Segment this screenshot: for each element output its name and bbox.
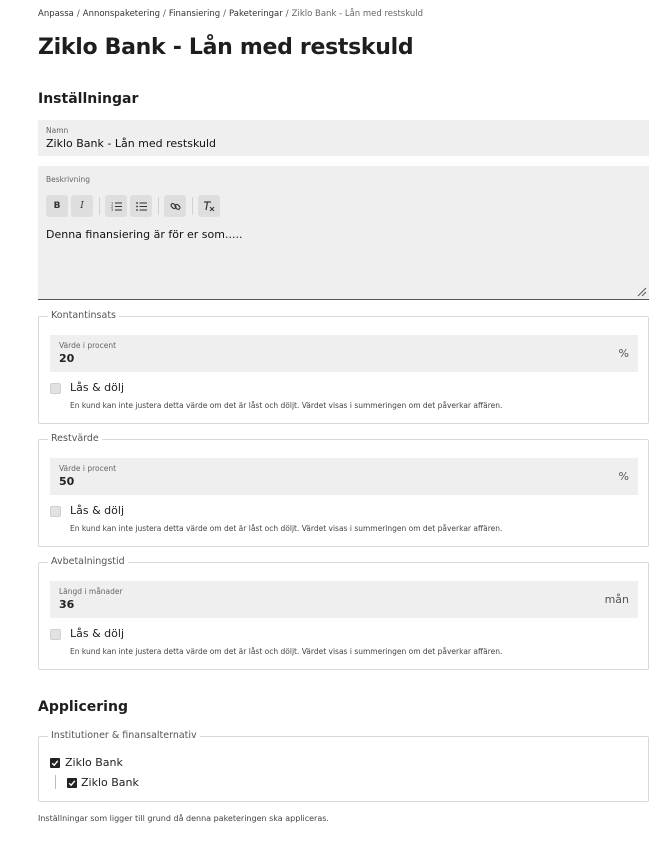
- percent-suffix: %: [618, 347, 629, 360]
- check-icon: [51, 759, 59, 767]
- term-months-input[interactable]: [50, 581, 638, 618]
- residual-legend: Restvärde: [48, 433, 102, 444]
- clear-format-button[interactable]: [198, 195, 220, 217]
- check-icon: [68, 779, 76, 787]
- term-lock-label[interactable]: Lås & dölj: [70, 627, 124, 640]
- bullet-list-icon: [136, 201, 147, 211]
- description-field[interactable]: [38, 166, 649, 300]
- downpayment-help-text: En kund kan inte justera detta värde om det är låst och döljt. Värdet visas i summeringen om det påverkar affären.: [70, 401, 503, 410]
- bullet-list-button[interactable]: [130, 195, 152, 217]
- italic-button[interactable]: [71, 195, 93, 217]
- residual-lock-label[interactable]: Lås & dölj: [70, 504, 124, 517]
- residual-fieldset: [38, 433, 649, 547]
- months-suffix: mån: [604, 593, 629, 606]
- page-title: Ziklo Bank - Lån med restskuld: [38, 35, 414, 60]
- svg-text:3: 3: [110, 208, 113, 211]
- link-icon: [170, 201, 181, 212]
- ordered-list-icon: [111, 201, 122, 211]
- residual-value[interactable]: 50: [59, 475, 75, 488]
- italic-icon: I: [80, 201, 84, 211]
- bold-icon: B: [53, 201, 61, 211]
- link-button[interactable]: [164, 195, 186, 217]
- downpayment-value[interactable]: 20: [59, 352, 75, 365]
- name-field-value[interactable]: Ziklo Bank - Lån med restskuld: [46, 137, 217, 150]
- breadcrumb-separator: /: [285, 9, 289, 19]
- institutions-fieldset: [38, 730, 649, 802]
- term-fieldset: [38, 556, 649, 670]
- downpayment-fieldset: [38, 310, 649, 424]
- percent-suffix: %: [618, 470, 629, 483]
- downpayment-lock-label[interactable]: Lås & dölj: [70, 381, 124, 394]
- bold-button[interactable]: [46, 195, 68, 217]
- description-field-label: Beskrivning: [46, 175, 90, 184]
- downpayment-percent-input[interactable]: [50, 335, 638, 372]
- term-field-label: Längd i månader: [59, 587, 123, 596]
- residual-lock-checkbox[interactable]: [50, 506, 61, 517]
- breadcrumb-separator: /: [76, 9, 80, 19]
- institution-checkbox[interactable]: [50, 758, 60, 768]
- name-field[interactable]: [38, 120, 649, 156]
- breadcrumb-current: Ziklo Bank - Lån med restskuld: [291, 9, 424, 19]
- residual-help-text: En kund kan inte justera detta värde om det är låst och döljt. Värdet visas i summeringen om det påverkar affären.: [70, 524, 503, 533]
- residual-percent-input[interactable]: [50, 458, 638, 495]
- application-footnote: Inställningar som ligger till grund då denna paketeringen ska appliceras.: [38, 814, 329, 823]
- breadcrumb-anpassa[interactable]: Anpassa: [38, 9, 74, 19]
- settings-heading: Inställningar: [38, 91, 139, 107]
- breadcrumb-separator: /: [223, 9, 227, 19]
- svg-text:1: 1: [110, 201, 113, 206]
- ordered-list-button[interactable]: [105, 195, 127, 217]
- breadcrumb-finansiering[interactable]: Finansiering: [168, 9, 221, 19]
- breadcrumb-separator: /: [163, 9, 166, 19]
- term-legend: Avbetalningstid: [48, 556, 128, 567]
- institutions-legend: Institutioner & finansalternativ: [48, 730, 200, 741]
- term-help-text: En kund kan inte justera detta värde om det är låst och döljt. Värdet visas i summeringen om det påverkar affären.: [70, 647, 503, 656]
- downpayment-lock-checkbox[interactable]: [50, 383, 61, 394]
- tree-connector: [55, 775, 56, 789]
- residual-field-label: Värde i procent: [59, 464, 117, 473]
- term-lock-checkbox[interactable]: [50, 629, 61, 640]
- finance-option-label[interactable]: Ziklo Bank: [81, 776, 139, 789]
- toolbar-divider: [158, 197, 159, 215]
- description-text[interactable]: Denna finansiering är för er som.....: [46, 228, 243, 241]
- toolbar-divider: [99, 197, 100, 215]
- resize-handle-icon[interactable]: [637, 287, 647, 297]
- institution-label[interactable]: Ziklo Bank: [65, 756, 123, 769]
- downpayment-legend: Kontantinsats: [48, 310, 119, 321]
- clear-format-icon: [203, 201, 215, 212]
- breadcrumb-paketeringar[interactable]: Paketeringar: [229, 9, 283, 19]
- term-value[interactable]: 36: [59, 598, 75, 611]
- toolbar-divider: [192, 197, 193, 215]
- name-field-label: Namn: [46, 126, 69, 135]
- breadcrumb: [38, 9, 423, 19]
- application-heading: Applicering: [38, 699, 128, 715]
- breadcrumb-annonspaketering[interactable]: Annonspaketering: [82, 9, 161, 19]
- finance-option-checkbox[interactable]: [67, 778, 77, 788]
- downpayment-field-label: Värde i procent: [59, 341, 117, 350]
- svg-text:2: 2: [110, 205, 113, 209]
